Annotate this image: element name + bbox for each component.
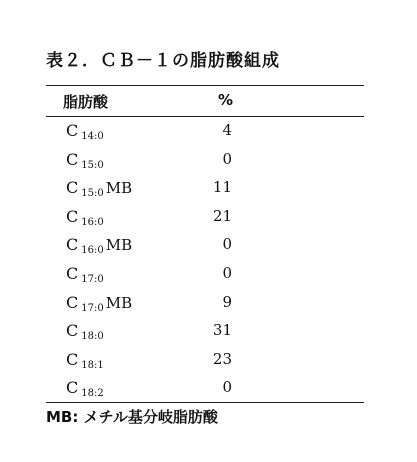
fatty-acid-percent: 11	[212, 178, 232, 197]
table-top-rule	[46, 85, 364, 86]
fatty-acid-name: C 17:0	[66, 263, 104, 285]
fatty-acid-percent: 0	[222, 263, 232, 282]
fatty-acid-percent: 0	[222, 235, 232, 254]
column-header-percent: %	[218, 91, 234, 109]
table-row	[0, 260, 417, 289]
fatty-acid-percent: 9	[222, 292, 232, 311]
table-row	[0, 174, 417, 203]
table-row	[0, 346, 417, 375]
fatty-acid-percent: 0	[222, 149, 232, 168]
table-row	[0, 289, 417, 318]
fatty-acid-name: C 18:0	[66, 321, 104, 343]
fatty-acid-name: C 18:2	[66, 378, 104, 400]
table-row	[0, 374, 417, 403]
fatty-acid-name: C 16:0	[66, 206, 104, 228]
table-row	[0, 231, 417, 260]
fatty-acid-name: C 14:0	[66, 121, 104, 142]
table-title: 表２．ＣＢ－１の脂肪酸組成	[46, 51, 280, 71]
fatty-acid-name: C 15:0	[66, 149, 104, 171]
fatty-acid-percent: 31	[212, 321, 232, 340]
table-row	[0, 146, 417, 175]
table-row	[0, 117, 417, 146]
fatty-acid-name: C 15:0 MB	[66, 178, 133, 200]
table-footnote: MB: メチル基分岐脂肪酸	[46, 408, 218, 426]
table-row	[0, 203, 417, 232]
table-body	[0, 117, 417, 403]
fatty-acid-name: C 17:0 MB	[66, 292, 133, 314]
table-row	[0, 317, 417, 346]
fatty-acid-percent: 0	[222, 378, 232, 397]
fatty-acid-percent: 4	[222, 121, 232, 139]
column-header-fatty-acid: 脂肪酸	[63, 93, 109, 111]
table-bottom-rule	[46, 402, 364, 403]
fatty-acid-name: C 18:1	[66, 349, 104, 371]
fatty-acid-percent: 21	[212, 206, 232, 225]
fatty-acid-name: C 16:0 MB	[66, 235, 133, 257]
fatty-acid-percent: 23	[212, 349, 232, 368]
